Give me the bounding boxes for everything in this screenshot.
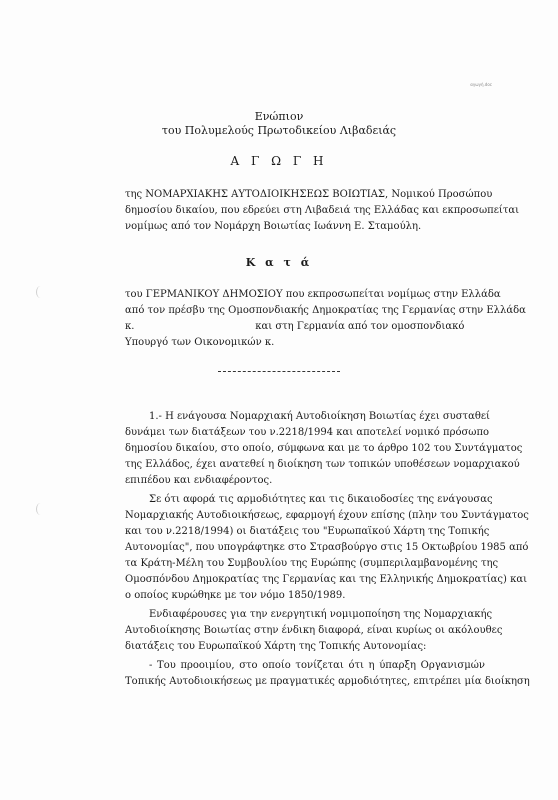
- body-text: [125, 409, 530, 690]
- text-line: - Του προοιμίου, στο οποίο τονίζεται ότι η ύπαρξη Οργανισμών: [149, 660, 485, 671]
- text-line: της Ελλάδος, έχει ανατεθεί η διοίκηση των τοπικών υποθέσεων νομαρχιακού: [125, 459, 520, 470]
- text-line: κ. και στη Γερμανία από τον ομοσπονδιακό: [125, 321, 465, 332]
- text-line: διατάξεις του Ευρωπαϊκού Χάρτη της Τοπικής Αυτονομίας:: [125, 641, 427, 652]
- text-line: δημοσίου δικαίου, στο οποίο, σύμφωνα και με το άρθρο 102 του Συντάγματος: [125, 443, 523, 454]
- text-line: νομίμως από τον Νομάρχη Βοιωτίας Ιωάννη Ε. Σταμούλη.: [125, 221, 422, 232]
- heading-court: του Πολυμελούς Πρωτοδικείου Λιβαδειάς: [161, 124, 397, 137]
- text-line: Νομαρχιακής Αυτοδιοικήσεως, εφαρμογή έχουν επίσης (πλην του Συντάγματος: [125, 510, 529, 521]
- text-line: τα Κράτη-Μέλη του Συμβουλίου της Ευρώπης (συμπεριλαμβανομένης της: [125, 558, 499, 569]
- text-line: Τοπικής Αυτοδιοικήσεως με πραγματικές αρμοδιότητες, επιτρέπει μία διοίκηση: [125, 676, 530, 687]
- punch-hole-mark: [36, 503, 45, 515]
- text-line: Ενδιαφέρουσες για την ενεργητική νομιμοποίηση της Νομαρχιακής: [149, 609, 493, 620]
- text-line: επιπέδου και ενδιαφέροντος.: [125, 475, 273, 486]
- defendant-paragraph: [125, 287, 526, 351]
- text-line: από τον πρέσβυ της Ομοσπονδιακής Δημοκρατίας της Γερμανίας στην Ελλάδα: [125, 305, 526, 316]
- text-line: δυνάμει των διατάξεων του ν.2218/1994 και αποτελεί νομικό πρόσωπο: [125, 427, 490, 438]
- punch-hole-mark: [36, 286, 45, 298]
- heading-kata: Κ α τ ά: [245, 256, 313, 269]
- text-line: Ομοσπόνδου Δημοκρατίας της Γερμανίας και της Ελληνικής Δημοκρατίας) και: [125, 574, 528, 585]
- heading-enopion: Ενώπιον: [254, 110, 304, 123]
- text-line: της ΝΟΜΑΡΧΙΑΚΗΣ ΑΥΤΟΔΙΟΙΚΗΣΕΩΣ ΒΟΙΩΤΙΑΣ, Νομικού Προσώπου: [125, 189, 493, 200]
- text-line: 1.- Η ενάγουσα Νομαρχιακή Αυτοδιοίκηση Βοιωτίας έχει συσταθεί: [149, 411, 490, 422]
- text-line: Αυτοδιοίκησης Βοιωτίας στην ένδικη διαφορά, είναι κυρίως οι ακόλουθες: [125, 625, 503, 636]
- plaintiff-paragraph: [125, 187, 520, 235]
- file-reference: αγωγή.doc: [470, 82, 492, 87]
- document-title: Α Γ Ω Γ Η: [230, 154, 328, 168]
- text-line: Σε ότι αφορά τις αρμοδιότητες και τις δικαιοδοσίες της ενάγουσας: [149, 494, 493, 505]
- text-line: Υπουργό των Οικονομικών κ.: [125, 337, 275, 348]
- text-line: Αυτονομίας", που υπογράφτηκε στο Στρασβούργο στις 15 Οκτωβρίου 1985 από: [125, 542, 529, 553]
- text-line: και του ν.2218/1994) οι διατάξεις του "Ευρωπαϊκού Χάρτη της Τοπικής: [125, 526, 490, 537]
- text-line: ο οποίος κυρώθηκε με τον νόμο 1850/1989.: [125, 590, 346, 601]
- text-line: δημοσίου δικαίου, που εδρεύει στη Λιβαδειά της Ελλάδας και εκπροσωπείται: [125, 205, 520, 216]
- dashed-divider: [218, 371, 340, 372]
- text-line: του ΓΕΡΜΑΝΙΚΟΥ ΔΗΜΟΣΙΟΥ που εκπροσωπείται νομίμως στην Ελλάδα: [125, 289, 501, 300]
